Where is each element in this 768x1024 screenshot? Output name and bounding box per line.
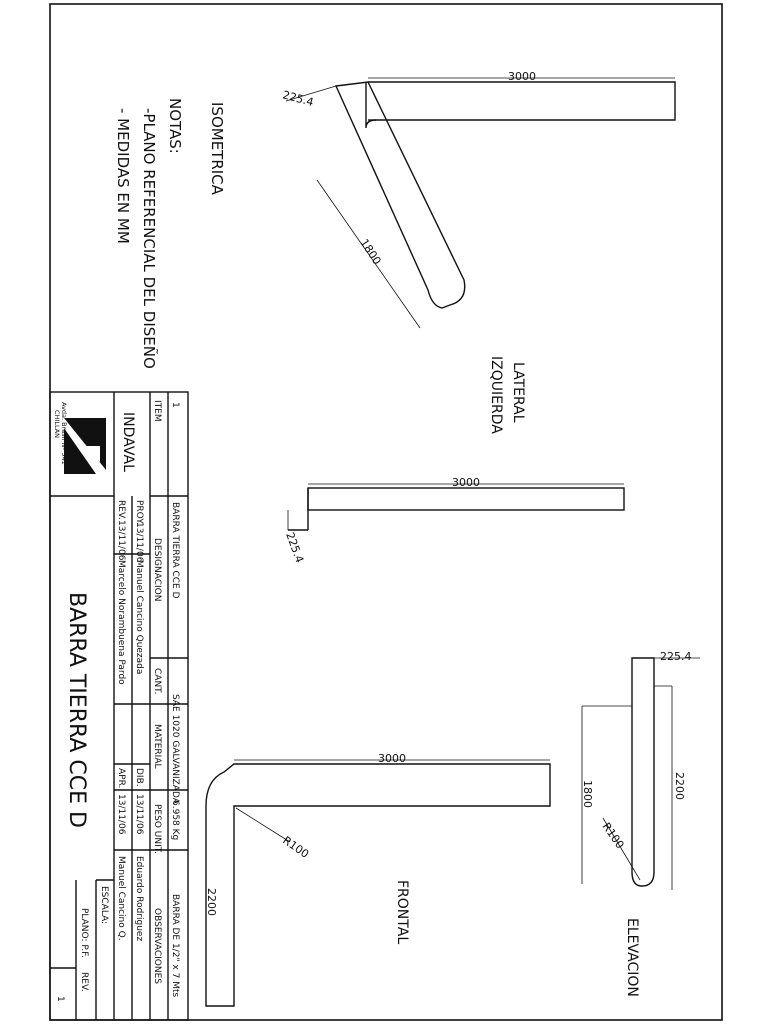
frontal-bar — [206, 764, 550, 1006]
hdr-weight-group — [152, 804, 162, 854]
rev-label: REV. — [116, 500, 126, 520]
apr-label-group — [116, 768, 126, 788]
header-item: ITEM — [152, 400, 162, 422]
notes-title-group — [166, 98, 184, 154]
elev-dim-inner: 1800 — [581, 780, 594, 808]
hdr-material-group — [152, 724, 162, 769]
dib-label-group — [134, 768, 144, 787]
lateral-label-line2: IZQUIERDA — [488, 356, 504, 434]
note-1: -PLANO REFERENCIAL DEL DISEÑO — [140, 108, 158, 369]
frontal-radius-group — [280, 834, 311, 861]
elev-dim-inner-group — [581, 780, 594, 808]
hdr-item-group — [152, 400, 162, 422]
iso-long-bar — [366, 82, 675, 128]
proy-label: PROY. — [134, 500, 144, 525]
hdr-observations-group — [152, 908, 162, 984]
row-observations: BARRA DE 1/2" x 7 Mts — [170, 894, 180, 998]
company-name-group — [120, 412, 136, 472]
notes-title: NOTAS: — [166, 98, 184, 154]
frontal-radius-line — [236, 808, 290, 842]
elev-dim-outer-group — [673, 772, 686, 800]
plan-label-group — [79, 908, 89, 958]
rev-no-label: REV. — [79, 972, 89, 992]
row-item-group — [170, 402, 180, 408]
row-designation-group — [170, 502, 180, 599]
elev-radius: R100 — [599, 820, 627, 852]
row-material-group — [170, 694, 180, 805]
rev-no: 1 — [55, 996, 65, 1002]
company-address: Avda. Brasil Nº 541 — [60, 402, 68, 465]
apr-name: Manuel Cancino Q. — [116, 856, 126, 941]
elev-label-group — [624, 918, 640, 997]
isometric-title: ISOMETRICA — [208, 102, 226, 195]
rev-no-label-group — [79, 972, 89, 992]
hdr-qty-group — [152, 668, 162, 694]
company-city: CHILLAN — [53, 410, 61, 439]
row-weight-group — [170, 800, 180, 840]
dib-date-group — [134, 794, 144, 835]
iso-dim-short: 225.4 — [281, 88, 316, 110]
elevation-label: ELEVACION — [624, 918, 640, 997]
apr-date: 13/11/06 — [116, 794, 126, 835]
proy-name: Manuel Cancino Quezada — [134, 560, 144, 675]
row-material: SAE 1020 GALVANIZADA — [170, 694, 180, 804]
dib-label: DIB. — [134, 768, 144, 787]
apr-date-group — [116, 794, 126, 835]
lateral-bar — [308, 488, 624, 510]
company-logo — [64, 418, 106, 474]
scale-label-group — [99, 886, 109, 924]
isometric-view — [281, 70, 675, 328]
elev-dim-outer: 2200 — [673, 772, 686, 800]
lateral-label-1-group — [510, 362, 526, 423]
note-2-group — [114, 108, 132, 244]
elevation-bar — [632, 658, 654, 886]
note-2: - MEDIDAS EN MM — [114, 108, 132, 244]
note-1-group — [140, 108, 159, 369]
frontal-dim-long: 3000 — [378, 752, 406, 765]
header-designation: DESIGNACION — [152, 538, 162, 602]
plan-label: PLANO: P.F. — [79, 908, 89, 958]
lateral-dim-long: 3000 — [452, 476, 480, 489]
row-observations-group — [170, 894, 180, 998]
rev-no-group — [55, 996, 65, 1002]
hdr-designation-group — [152, 538, 162, 601]
header-observations: OBSERVACIONES — [152, 908, 162, 984]
header-unit-weight: PESO UNIT. — [152, 804, 162, 855]
apr-name-group — [116, 856, 126, 941]
notes-block — [208, 102, 226, 196]
iso-leg-bar — [336, 82, 465, 308]
elev-dim-top: 225.4 — [660, 650, 692, 663]
dib-date: 13/11/06 — [134, 794, 144, 835]
title-block — [50, 392, 188, 1020]
company-sub2-group — [53, 410, 61, 438]
drawing-title: BARRA TIERRA CCE D — [64, 592, 89, 828]
scale-label: ESCALA: — [99, 886, 109, 925]
proy-date: 13/11/06 — [134, 522, 144, 563]
row-designation: BARRA TIERRA CCE D — [170, 502, 180, 599]
frontal-dim-leg-group — [205, 888, 218, 916]
row-weight: 6.958 Kg — [170, 800, 180, 841]
rev-date: 13/11/06 — [116, 520, 126, 561]
iso-dim-short-group — [281, 88, 315, 109]
elev-radius-group — [600, 820, 627, 851]
lateral-view — [283, 356, 624, 565]
row-item: 1 — [170, 402, 180, 408]
iso-dim-leg: 1800 — [357, 236, 384, 268]
lateral-label-line1: LATERAL — [510, 362, 526, 423]
frontal-label: FRONTAL — [394, 880, 410, 945]
frontal-dim-leg: 2200 — [205, 888, 218, 916]
rev-name-group — [116, 560, 126, 685]
rev-date-group — [116, 520, 126, 561]
lateral-dim-short: 225.4 — [283, 530, 307, 565]
frontal-radius: R100 — [280, 833, 312, 861]
iso-dim-leg-group — [357, 237, 383, 268]
lateral-dim-short-group — [283, 531, 306, 565]
drawing-title-group — [64, 592, 89, 828]
frontal-label-group — [394, 880, 410, 944]
lateral-label-2-group — [488, 356, 504, 434]
rev-label-group — [116, 500, 126, 520]
dib-name: Eduardo Rodriguez — [134, 856, 144, 942]
proy-date-group — [134, 522, 144, 563]
rev-name: Marcelo Norambuena Pardo — [116, 560, 126, 685]
header-qty: CANT. — [152, 668, 162, 695]
header-material: MATERIAL — [152, 724, 162, 769]
company-name: INDAVAL — [120, 412, 136, 472]
frontal-view — [205, 752, 550, 1006]
proy-name-group — [134, 560, 144, 674]
iso-dim-long: 3000 — [508, 70, 536, 83]
dib-name-group — [134, 856, 144, 941]
apr-label: APR. — [116, 768, 126, 789]
elevation-view — [581, 650, 700, 997]
